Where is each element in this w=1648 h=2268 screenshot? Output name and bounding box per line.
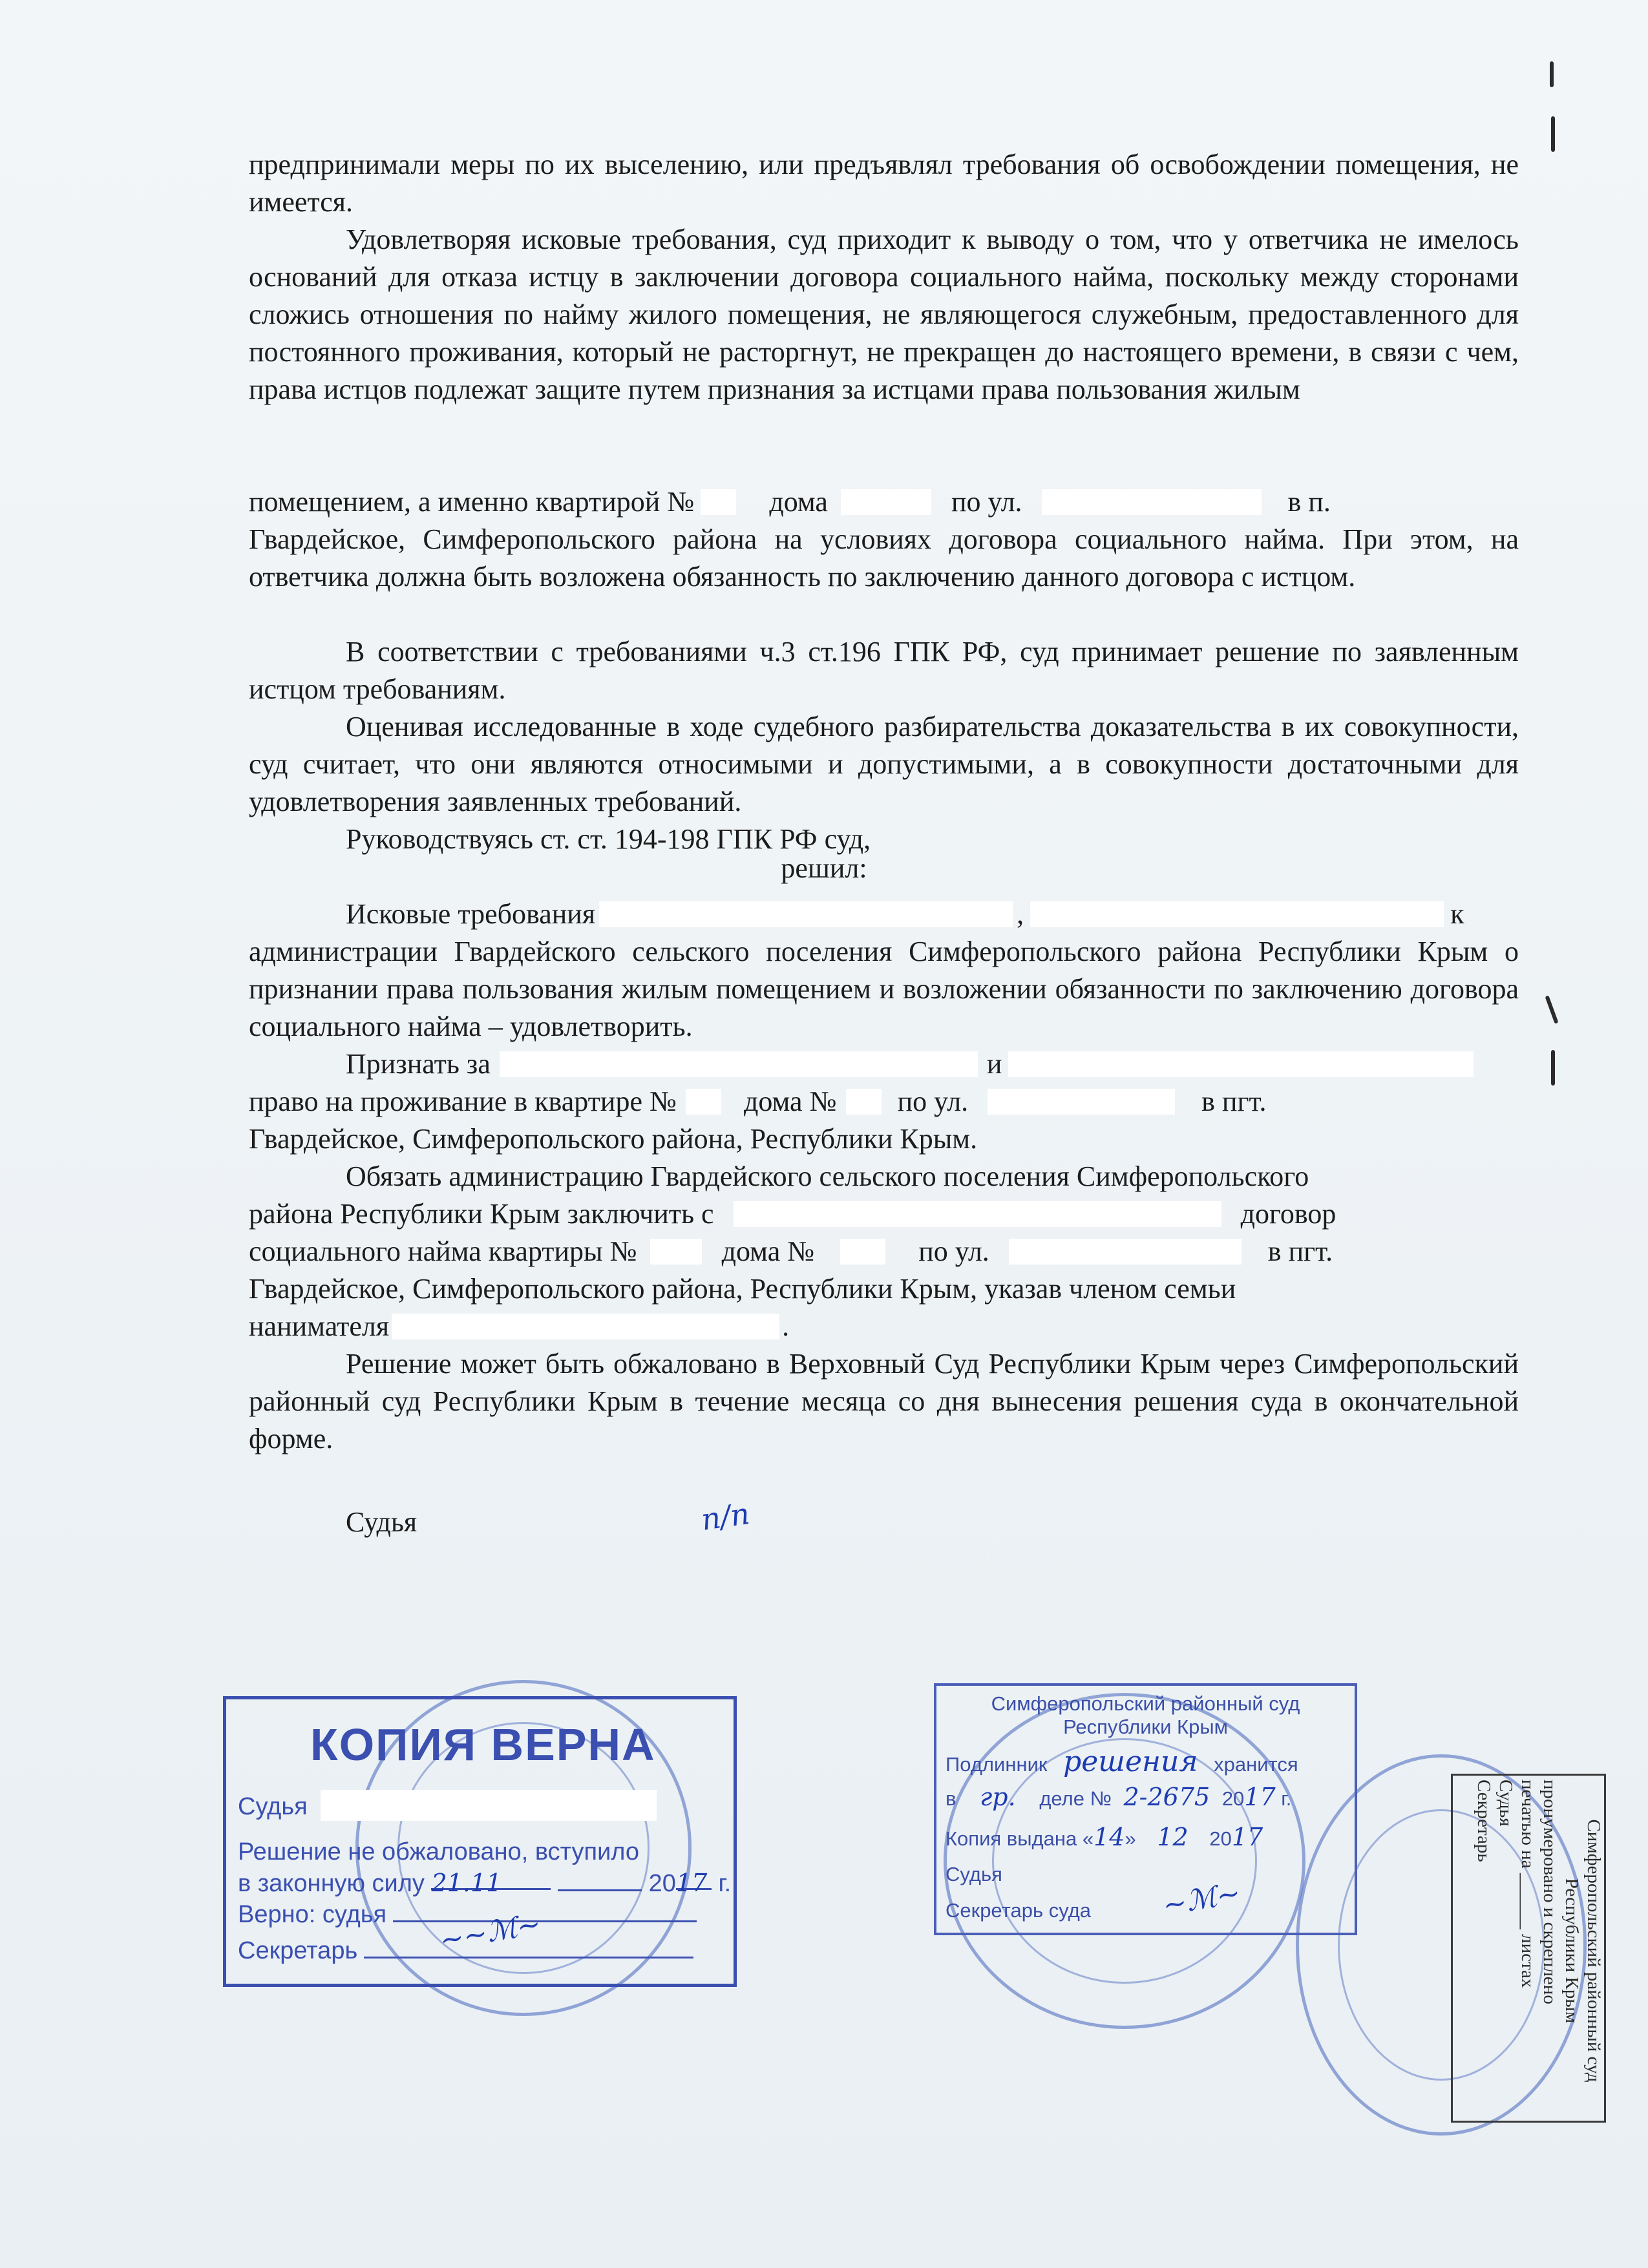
- paragraph-6-line-1: Исковые требования , к: [346, 898, 1464, 930]
- paragraph-2-rest: Гвардейское, Симферопольского района на условиях договора социального найма. При этом, на ответчика должна быть возложена обязанность по заключению данного договора с истцом.: [249, 523, 1519, 593]
- stamp-line-4: Секретарь: [238, 1937, 693, 1965]
- sealed-pages-stamp: [1451, 1774, 1606, 2123]
- sealed-stamp-line-5: Судья: [1495, 1780, 1516, 1827]
- stamp-line-2: в законную силу 21.11 2017 г.: [238, 1869, 732, 1897]
- paragraph-9: Решение может быть обжаловано в Верховный Суд Республики Крым через Симферопольский районный суд Республики Крым в течение месяца со дня вынесения решения суда в окончательной форме.: [249, 1348, 1519, 1454]
- decision-heading: решил:: [781, 852, 867, 884]
- edge-mark: [1551, 1050, 1555, 1086]
- paragraph-1: предпринимали меры по их выселению, или предъявлял требования об освобождении помещения, не имеется.: [249, 149, 1519, 218]
- paragraph-2-line-8: помещением, а именно квартирой № дома по ул. в п.: [249, 486, 1331, 518]
- paragraph-8-line-2: района Республики Крым заключить с договор: [249, 1198, 1336, 1230]
- paragraph-8-line-5: нанимателя .: [249, 1310, 790, 1342]
- paragraph-7-line-2: право на проживание в квартире № дома № по ул. в пгт.: [249, 1086, 1267, 1117]
- paragraph-6-rest: администрации Гвардейского сельского поселения Симферопольского района Республики Крым о признании права пользования жилым помещением и возложении обязанности по заключению договора социального найма – удовлетворить.: [249, 936, 1519, 1042]
- paragraph-8-line-4: Гвардейское, Симферопольского района, Республики Крым, указав членом семьи: [249, 1273, 1236, 1305]
- paragraph-5: Руководствуясь ст. ст. 194-198 ГПК РФ суд,: [346, 823, 871, 855]
- judge-signature: п/п: [699, 1496, 752, 1537]
- stamp-court-line-5: Копия выдана «14» 12 2017: [945, 1823, 1263, 1851]
- paragraph-7-line-1: Признать за и: [346, 1045, 1519, 1083]
- sealed-stamp-line-6: Секретарь: [1474, 1780, 1494, 1862]
- paragraph-2: Удовлетворяя исковые требования, суд приходит к выводу о том, что у ответчика не имелось оснований для отказа истцу в заключении договора социального найма, поскольку между сторонами сложись отношения по найму жилого помещения, не являющегося служебным, предоставленного для постоянного проживания, который не расторгнут, не прекращен до настоящего времени, в связи с чем, права истцов подлежат защите путем признания за истцами права пользования жилым: [249, 224, 1519, 405]
- stamp-court-signature: ~ℳ~: [1160, 1876, 1243, 1923]
- paragraph-7-line-3: Гвардейское, Симферопольского района, Республики Крым.: [249, 1123, 978, 1155]
- sealed-stamp-line-3: пронумеровано и скреплено: [1539, 1780, 1560, 2004]
- copy-verified-stamp: [223, 1696, 737, 1987]
- sealed-stamp-line-2: Республики Крым: [1561, 1878, 1582, 2024]
- sealed-stamp-line-4: печатью на ______ листах: [1517, 1780, 1538, 1988]
- sealed-stamp-line-1: Симферопольский районный суд: [1583, 1819, 1604, 2083]
- stamp-court-line-4: в гр. деле № 2-2675 2017 г.: [945, 1783, 1292, 1811]
- edge-mark: [1550, 61, 1554, 87]
- edge-mark: [1551, 116, 1555, 152]
- judge-label: Судья: [346, 1506, 417, 1538]
- stamp-judge-row: Судья: [238, 1790, 657, 1821]
- stamp-court-line-6: Судья: [945, 1863, 1002, 1885]
- paragraph-8-line-1: Обязать администрацию Гвардейского сельского поселения Симферопольского: [346, 1160, 1309, 1192]
- stamp-title: КОПИЯ ВЕРНА: [310, 1719, 656, 1770]
- court-record-stamp: Симферопольский районный суд Республики Крым Подлинник решения хранится в гр. деле № 2-2675 2017 г. Копия выдана «14» 12 2017 Судья Секретарь суда ~ℳ~: [934, 1683, 1357, 1935]
- stamp-court-line-7: Секретарь суда: [945, 1899, 1092, 1922]
- stamp-secretary-signature: ~~ℳ~: [437, 1907, 544, 1958]
- stamp-court-line-3: Подлинник решения хранится: [945, 1745, 1298, 1778]
- stamp-line-1: Решение не обжаловано, вступило: [238, 1838, 640, 1865]
- paragraph-4: Оценивая исследованные в ходе судебного разбирательства доказательства в их совокупности, суд считает, что они являются относимыми и допустимыми, а в совокупности достаточными для удовлетворения заявленных требований.: [249, 711, 1519, 817]
- stamp-line-3: Верно: судья: [238, 1901, 697, 1929]
- paragraph-8-line-3: социального найма квартиры № дома № по ул. в пгт.: [249, 1235, 1333, 1267]
- paragraph-3: В соответствии с требованиями ч.3 ст.196 ГПК РФ, суд принимает решение по заявленным истцом требованиям.: [249, 636, 1519, 705]
